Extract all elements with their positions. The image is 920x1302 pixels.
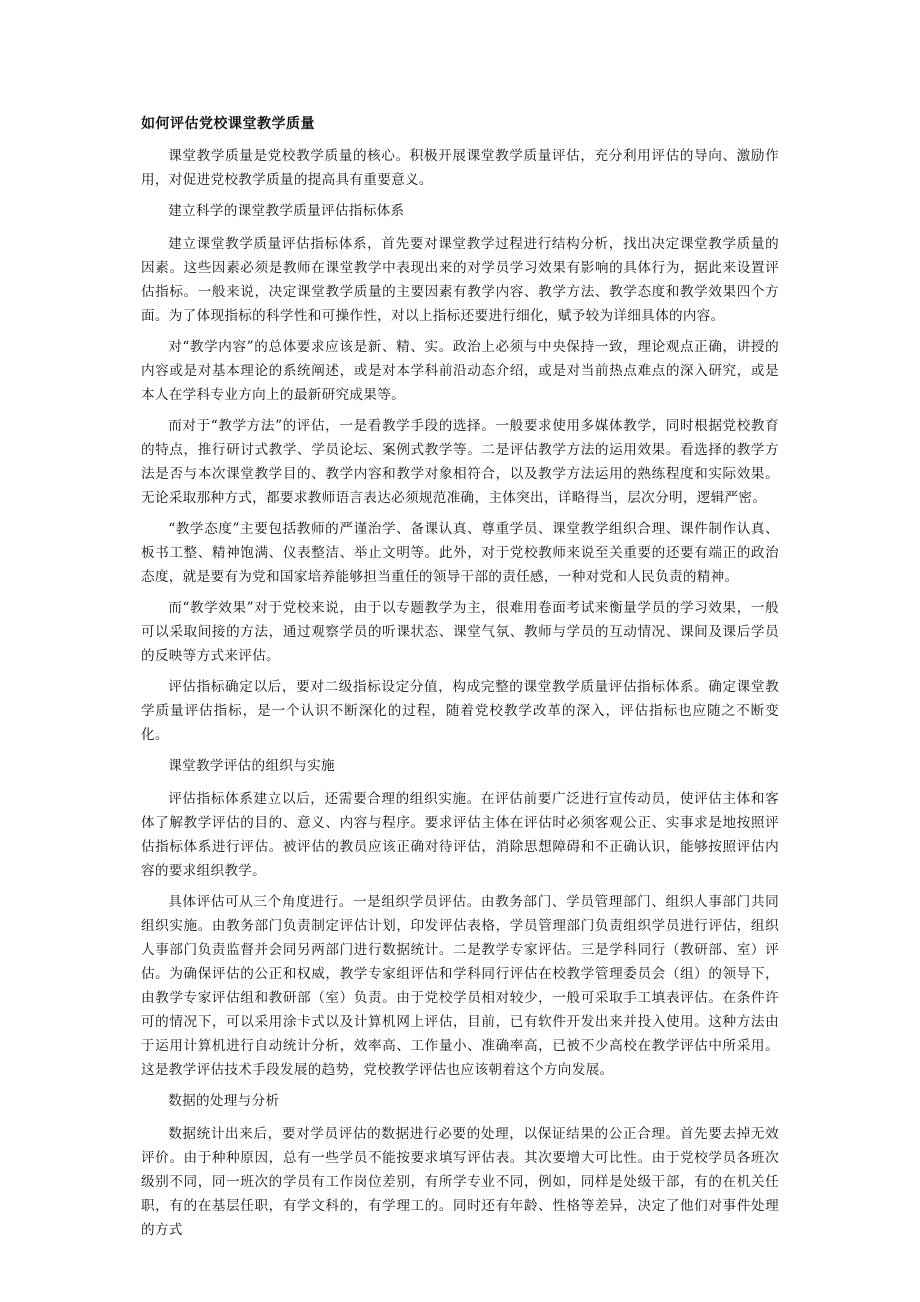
paragraph-indicator-structure: 建立课堂教学质量评估指标体系，首先要对课堂教学过程进行结构分析，找出决定课堂教学质量的因素。这些因素必须是教师在课堂教学中表现出来的对学员学习效果有影响的具体行为，据此来设置评估指标。一般来说，决定课堂教学质量的主要因素有教学内容、教学方法、教学态度和教学效果四个方面。为了体现指标的科学性和可操作性，对以上指标还要进行细化，赋予较为详细具体的内容。 bbox=[141, 236, 779, 324]
paragraph-teaching-effect: 而“教学效果”对于党校来说，由于以专题教学为主，很难用卷面考试来衡量学员的学习效果，一般可以采取间接的方法，通过观察学员的听课状态、课堂气氛、教师与学员的互动情况、课间及课后学员的反映等方式来评估。 bbox=[141, 600, 779, 664]
section-heading-data-processing: 数据的处理与分析 bbox=[168, 1093, 280, 1109]
section-heading-indicator-system: 建立科学的课堂教学质量评估指标体系 bbox=[168, 203, 405, 219]
paragraph-teaching-method: 而对于“教学方法”的评估，一是看教学手段的选择。一般要求使用多媒体教学，同时根据党校教育的特点，推行研讨式教学、学员论坛、案例式教学等。二是评估教学方法的运用效果。看选择的教学方法是否与本次课堂教学目的、教学内容和教学对象相符合，以及教学方法运用的熟练程度和实际效果。无论采取那种方式，都要求教师语言表达必须规范准确，主体突出，详略得当，层次分明，逻辑严密。 bbox=[141, 418, 779, 506]
paragraph-indicator-scoring: 评估指标确定以后，要对二级指标设定分值，构成完整的课堂教学质量评估指标体系。确定课堂教学质量评估指标，是一个认识不断深化的过程，随着党校教学改革的深入，评估指标也应随之不断变化。 bbox=[141, 679, 779, 743]
document-title: 如何评估党校课堂教学质量 bbox=[141, 116, 315, 132]
paragraph-evaluation-angles: 具体评估可从三个角度进行。一是组织学员评估。由教务部门、学员管理部门、组织人事部门共同组织实施。由教务部门负责制定评估计划，印发评估表格，学员管理部门负责组织学员进行评估，组织人事部门负责监督并会同另两部门进行数据统计。二是教学专家评估。三是学科同行（教研部、室）评估。为确保评估的公正和权威，教学专家组评估和学科同行评估在校教学管理委员会（组）的领导下，由教学专家评估组和教研部（室）负责。由于党校学员相对较少，一般可采取手工填表评估。在条件许可的情况下，可以采用涂卡式以及计算机网上评估，目前，已有软件开发出来并投入使用。这种方法由于运用计算机进行自动统计分析，效率高、工作量小、准确率高，已被不少高校在教学评估中所采用。这是教学评估技术手段发展的趋势，党校教学评估也应该朝着这个方向发展。 bbox=[141, 894, 779, 1078]
document-page bbox=[141, 114, 779, 1249]
paragraph-intro: 课堂教学质量是党校教学质量的核心。积极开展课堂教学质量评估，充分利用评估的导向、激励作用，对促进党校教学质量的提高具有重要意义。 bbox=[141, 148, 779, 188]
paragraph-teaching-content: 对“教学内容”的总体要求应该是新、精、实。政治上必须与中央保持一致，理论观点正确，讲授的内容或是对基本理论的系统阐述，或是对本学科前沿动态介绍，或是对当前热点难点的深入研究，或是本人在学科专业方向上的最新研究成果等。 bbox=[141, 339, 779, 403]
section-heading-organization: 课堂教学评估的组织与实施 bbox=[168, 758, 335, 774]
paragraph-data-processing: 数据统计出来后，要对学员评估的数据进行必要的处理，以保证结果的公正合理。首先要去掉无效评价。由于种种原因，总有一些学员不能按要求填写评估表。其次要增大可比性。由于党校学员各班次级别不同，同一班次的学员有工作岗位差别，有所学专业不同，例如，同样是处级干部，有的在机关任职，有的在基层任职，有学文科的，有学理工的。同时还有年龄、性格等差异，决定了他们对事件处理的方式 bbox=[141, 1126, 779, 1238]
paragraph-organization: 评估指标体系建立以后，还需要合理的组织实施。在评估前要广泛进行宣传动员，使评估主体和客体了解教学评估的目的、意义、内容与程序。要求评估主体在评估时必须客观公正、实事求是地按照评估指标体系进行评估。被评估的教员应该正确对待评估，消除思想障碍和不正确认识，能够按照评估内容的要求组织教学。 bbox=[141, 791, 779, 879]
paragraph-teaching-attitude: “教学态度”主要包括教师的严谨治学、备课认真、尊重学员、课堂教学组织合理、课件制作认真、板书工整、精神饱满、仪表整洁、举止文明等。此外，对于党校教师来说至关重要的还要有端正的政治态度，就是要有为党和国家培养能够担当重任的领导干部的责任感，一种对党和人民负责的精神。 bbox=[141, 521, 779, 585]
